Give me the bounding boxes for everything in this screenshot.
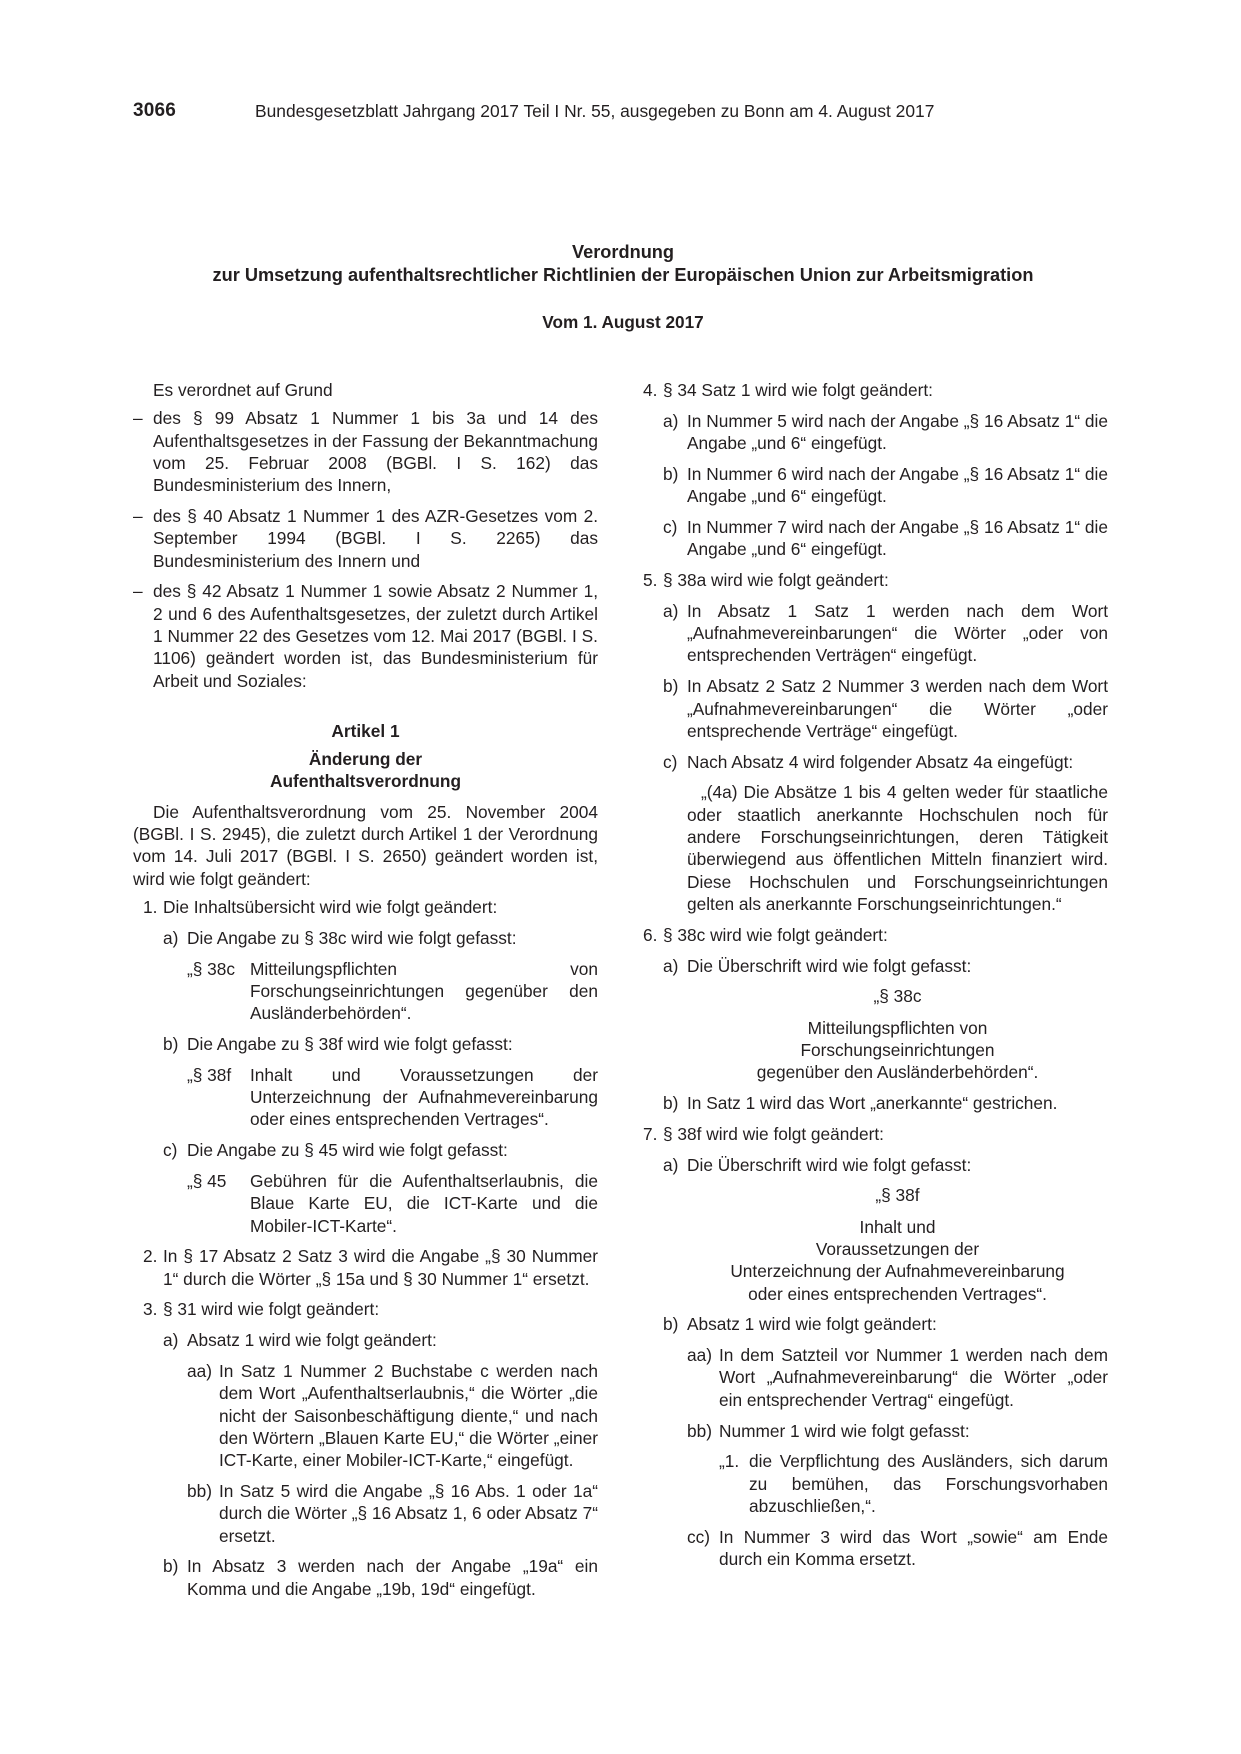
amendment-subitem [133,927,598,949]
item-number: b) [163,1033,179,1054]
item-text: Nummer 1 wird wie folgt gefasst: [719,1420,970,1441]
amendment-subitem [643,410,1108,455]
quoted-text: Gebühren für die Aufenthaltserlaubnis, die Blaue Karte EU, die ICT-Karte und die Mobiler-ICT-Karte“. [250,1170,598,1236]
legal-ground [133,505,598,572]
amendment-subitem [643,1313,1108,1335]
amendment-subitem [643,516,1108,561]
amendment-item [133,1298,598,1320]
quoted-text: die Verpflichtung des Ausländers, sich darum zu bemühen, das Forschungsvorhaben abzuschließen,“. [749,1451,1108,1516]
item-text: § 38c wird wie folgt geändert: [663,924,888,945]
item-number: aa) [187,1360,212,1381]
item-number: c) [163,1140,178,1161]
title-block [133,241,1113,334]
item-text: Absatz 1 wird wie folgt geändert: [687,1314,937,1335]
legal-ground-text: des § 42 Absatz 1 Nummer 1 sowie Absatz 2 Nummer 1, 2 und 6 des Aufenthaltsgesetzes, der zuletzt durch Artikel 1 Nummer 22 des Gesetzes vom 12. Mai 2017 (BGBl. I S. 1106) geändert worden ist, das Bundesministerium für Arbeit und Soziales: [153,581,598,691]
item-number: b) [663,463,679,484]
quoted-text: Inhalt und Voraussetzungen der Unterzeichnung der Aufnahmevereinbarung oder eines entsprechenden Vertrages“. [250,1064,598,1130]
item-text: Die Überschrift wird wie folgt gefasst: [687,955,972,976]
legal-ground-text: des § 99 Absatz 1 Nummer 1 bis 3a und 14 des Aufenthaltsgesetzes in der Fassung der Bekanntmachung vom 25. Februar 2008 (BGBl. I S. 162) das Bundesministerium des Innern, [153,408,598,496]
quoted-paragraph: „(4a) Die Absätze 1 bis 4 gelten weder für staatliche oder staatlich anerkannte Hochschulen noch für andere Forschungseinrichtungen, deren Tätigkeit überwiegend aus öffentlichen Mitteln finanziert wird. Diese Hochschulen und Forschungseinrichtungen gelten als anerkannte Forschungseinrichtungen.“ [687,782,1108,914]
item-text: In Absatz 2 Satz 2 Nummer 3 werden nach dem Wort „Aufnahmevereinbarungen“ die Wörter „oder entsprechende Verträge“ eingefügt. [687,676,1108,741]
amendment-subsubitem [133,1480,598,1547]
item-text: In Absatz 3 werden nach der Angabe „19a“ ein Komma und die Angabe „19b, 19d“ eingefügt. [187,1556,598,1599]
item-text: In Absatz 1 Satz 1 werden nach dem Wort „Aufnahmevereinbarungen“ die Wörter „oder von entsprechenden Verträgen“ eingefügt. [687,600,1108,666]
article-label: Artikel 1 [331,720,400,741]
page-number: 3066 [133,100,177,121]
item-text: In Satz 5 wird die Angabe „§ 16 Abs. 1 oder 1a“ durch die Wörter „§ 16 Absatz 1, 6 oder Absatz 7“ ersetzt. [219,1480,598,1546]
item-text: In dem Satzteil vor Nummer 1 werden nach dem Wort „Aufnahmevereinbarung“ die Wörter „oder ein entsprechender Vertrag“ eingefügt. [719,1345,1108,1410]
heading-line: Inhalt und [859,1216,936,1237]
legal-ground-text: des § 40 Absatz 1 Nummer 1 des AZR-Gesetzes vom 2. September 1994 (BGBl. I S. 2265) das Bundesministerium des Innern und [153,505,598,571]
item-text: In Satz 1 wird das Wort „anerkannte“ gestrichen. [687,1093,1058,1114]
item-number: bb) [687,1420,712,1441]
item-number: b) [663,1093,679,1114]
quoted-heading [643,1184,1108,1304]
quoted-entry [133,958,598,1025]
legal-ground [133,580,598,691]
amendment-item [133,1245,598,1290]
item-number: 7. [643,1123,658,1144]
item-text: § 38f wird wie folgt geändert: [663,1123,884,1144]
amendment-item [643,1123,1108,1145]
amendment-subitem [133,1033,598,1055]
item-text: In § 17 Absatz 2 Satz 3 wird die Angabe „§ 30 Nummer 1“ durch die Wörter „§ 15a und § 30 Nummer 1“ ersetzt. [163,1246,598,1289]
item-text: In Nummer 5 wird nach der Angabe „§ 16 Absatz 1“ die Angabe „und 6“ eingefügt. [687,410,1108,454]
item-text: In Nummer 6 wird nach der Angabe „§ 16 Absatz 1“ die Angabe „und 6“ eingefügt. [687,463,1108,507]
heading-line: Forschungseinrichtungen [800,1039,995,1060]
document-subtitle: zur Umsetzung aufenthaltsrechtlicher Richtlinien der Europäischen Union zur Arbeitsmigration [212,265,1034,285]
item-text: Nach Absatz 4 wird folgender Absatz 4a eingefügt: [687,751,1074,772]
item-number: c) [663,751,678,772]
amendment-subitem [133,1329,598,1351]
item-number: cc) [687,1526,711,1547]
amendment-subsubitem [643,1344,1108,1411]
dash-marker: – [133,581,143,602]
document-title: Verordnung [571,242,675,262]
item-number: 2. [143,1246,158,1267]
quoted-entry [643,1450,1108,1517]
section-label: „§ 38f [187,1064,232,1085]
heading-line: Voraussetzungen der [815,1239,980,1259]
item-text: § 38a wird wie folgt geändert: [663,570,889,591]
quoted-heading [643,985,1108,1083]
dash-marker: – [133,408,143,429]
section-label: „§ 45 [187,1170,227,1191]
amendment-subsubitem [133,1360,598,1471]
heading-line: gegenüber den Ausländerbehörden“. [756,1062,1039,1083]
amendment-item [643,569,1108,591]
heading-line: oder eines entsprechenden Vertrages“. [748,1283,1047,1304]
item-text: Die Inhaltsübersicht wird wie folgt geändert: [163,896,498,917]
intro-text: Es verordnet auf Grund [153,380,333,400]
running-header: Bundesgesetzblatt Jahrgang 2017 Teil I Nr. 55, ausgegeben zu Bonn am 4. August 2017 [255,101,935,121]
heading-line: Mitteilungspflichten von [807,1017,988,1038]
item-number: 3. [143,1299,158,1320]
amendment-subitem [643,751,1108,773]
quoted-entry [133,1170,598,1237]
item-text: In Nummer 3 wird das Wort „sowie“ am Ende durch ein Komma ersetzt. [719,1526,1108,1570]
dash-marker: – [133,505,143,526]
quoted-entry [133,1064,598,1131]
item-number: b) [663,1314,679,1335]
amendment-subitem [643,955,1108,977]
item-number: c) [663,516,678,537]
item-number: 4. [643,380,658,400]
article-title: Aufenthaltsverordnung [269,771,462,792]
item-number: aa) [687,1345,712,1366]
item-text: Die Angabe zu § 38c wird wie folgt gefasst: [187,927,517,948]
amendment-subsubitem [643,1526,1108,1571]
quoted-text: Mitteilungspflichten von Forschungseinrichtungen gegenüber den Ausländerbehörden“. [250,958,598,1024]
item-number: a) [663,955,679,976]
amendment-subitem [643,600,1108,667]
item-number: b) [163,1556,179,1577]
item-text: Absatz 1 wird wie folgt geändert: [187,1330,437,1351]
item-text: Die Angabe zu § 38f wird wie folgt gefasst: [187,1033,513,1054]
amendment-subitem [643,675,1108,742]
article-intro: Die Aufenthaltsverordnung vom 25. November 2004 (BGBl. I S. 2945), die zuletzt durch Artikel 1 der Verordnung vom 14. Juli 2017 (BGBl. I S. 2650) geändert worden ist, wird wie folgt geändert: [133,801,598,889]
item-number: 6. [643,924,658,945]
left-column [133,379,598,1600]
item-number: a) [663,410,679,431]
amendment-subitem [133,1555,598,1600]
amendment-item [643,379,1108,401]
amendment-subsubitem [643,1420,1108,1442]
heading-line: Unterzeichnung der Aufnahmevereinbarung [730,1261,1065,1282]
section-label: „§ 38c [187,958,236,979]
item-number: 5. [643,570,658,591]
article-title: Änderung der [308,749,423,770]
item-text: Die Angabe zu § 45 wird wie folgt gefasst: [187,1140,508,1161]
legal-ground [133,407,598,496]
item-text: § 34 Satz 1 wird wie folgt geändert: [663,380,933,400]
item-number: a) [163,927,179,948]
page-header [133,100,1113,124]
item-number: a) [163,1330,179,1351]
amendment-subitem [643,1092,1108,1114]
item-text: Die Überschrift wird wie folgt gefasst: [687,1154,972,1175]
amendment-subitem [643,1154,1108,1176]
amendment-item [133,896,598,918]
item-text: In Nummer 7 wird nach der Angabe „§ 16 Absatz 1“ die Angabe „und 6“ eingefügt. [687,516,1108,560]
item-number: 1. [143,896,158,917]
item-number: a) [663,600,679,621]
amendment-item [643,924,1108,946]
item-number: b) [663,676,679,697]
item-text: § 31 wird wie folgt geändert: [163,1299,380,1320]
item-number: bb) [187,1480,212,1501]
item-text: In Satz 1 Nummer 2 Buchstabe c werden nach dem Wort „Aufenthaltserlaubnis,“ die Wörter „die nicht der Saisonbeschäftigung diente,“ und nach den Wörtern „Blauen Karte EU,“ die Wörter „einer ICT-Karte, einer Mobiler-ICT-Karte,“ eingefügt. [219,1360,598,1471]
amendment-subitem [643,463,1108,508]
document-date: Vom 1. August 2017 [542,312,704,332]
right-column [643,379,1108,1570]
section-label: „1. [719,1451,740,1472]
section-label: „§ 38f [875,1185,920,1206]
item-number: a) [663,1154,679,1175]
section-label: „§ 38c [873,986,922,1007]
amendment-subitem [133,1139,598,1161]
